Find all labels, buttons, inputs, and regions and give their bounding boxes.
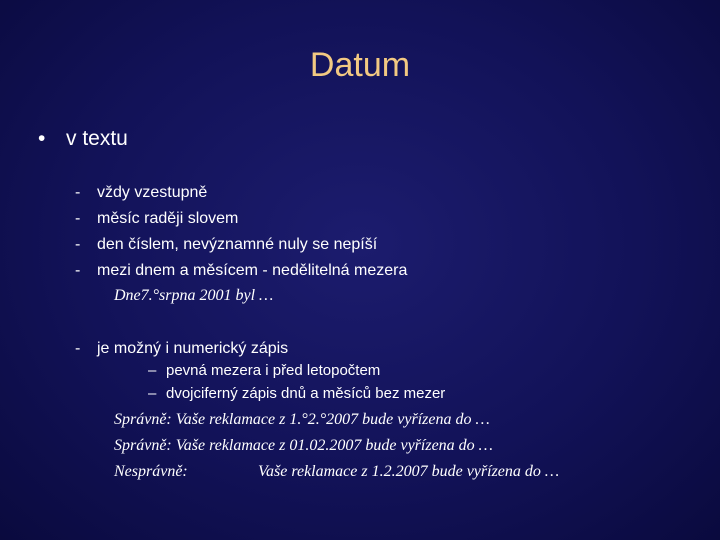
list-item-text: den číslem, nevýznamné nuly se nepíší — [97, 236, 378, 253]
example-label: Nesprávně: — [114, 463, 188, 480]
example-text: Vaše reklamace z 1.°2.°2007 bude vyřízena do … — [175, 411, 490, 428]
sub-list-item-text: pevná mezera i před letopočtem — [166, 362, 381, 379]
list-item-text: měsíc raději slovem — [97, 210, 239, 227]
example-correct-2 — [114, 437, 493, 455]
bullet-label: v textu — [66, 127, 128, 150]
dash-marker: – — [148, 385, 157, 402]
example-date: Dne7.°srpna 2001 byl … — [114, 287, 274, 304]
dash-marker: - — [75, 340, 81, 357]
dash-marker: - — [75, 210, 81, 227]
example-label: Správně: — [114, 411, 172, 428]
list-item-text: mezi dnem a měsícem - nedělitelná mezera — [97, 262, 408, 279]
example-text: Vaše reklamace z 01.02.2007 bude vyřízena do … — [175, 437, 493, 454]
sub-list-item-text: dvojciferný zápis dnů a měsíců bez mezer — [166, 385, 446, 402]
bullet-icon: • — [38, 127, 46, 150]
dash-marker: - — [75, 184, 81, 201]
example-correct-1 — [114, 411, 490, 429]
list-item-text: vždy vzestupně — [97, 184, 208, 201]
dash-marker: - — [75, 262, 81, 279]
slide-title: Datum — [309, 46, 411, 84]
dash-marker: - — [75, 236, 81, 253]
example-text: Vaše reklamace z 1.2.2007 bude vyřízena do … — [258, 463, 560, 480]
example-label: Správně: — [114, 437, 172, 454]
list-item-text: je možný i numerický zápis — [97, 340, 289, 357]
dash-marker: – — [148, 362, 157, 379]
example-incorrect — [114, 463, 559, 481]
